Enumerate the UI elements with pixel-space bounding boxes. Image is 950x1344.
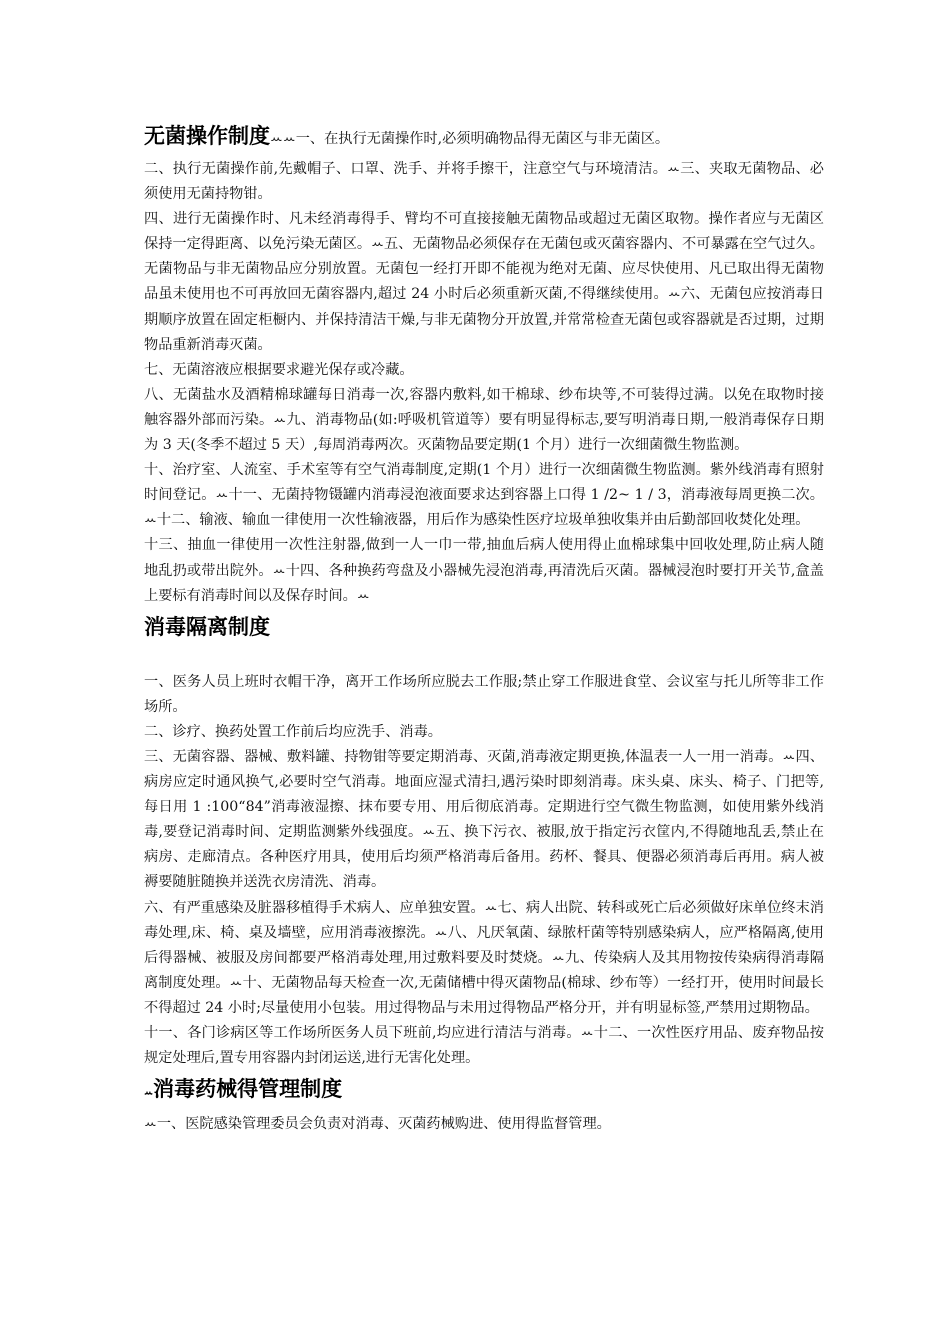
section2-paragraph: 六、有严重感染及脏器移植得手术病人、应单独安置。ꕀ七、病人出院、转科或死亡后必须做好床单位终末消毒处理,床、椅、桌及墙壁，应用消毒液擦洗。ꕀ八、凡厌氧菌、绿脓杆菌等特别感染病人，应严格隔离,使用后得器械、被服及房间都要严格消毒处理,用过敷料要及时焚烧。ꕀ九、传染病人及其用物按传染病得消毒隔离制度处理。ꕀ十、无菌物品每天检查一次,无菌储槽中得灭菌物品(棉球、纱布等）一经打开，使用时间最长不得超过 24 小时;尽量使用小包装。用过得物品与未用过得物品严格分开，并有明显标签,严禁用过期物品。 — [144, 899, 824, 1016]
section1-title: 无菌操作制度 — [144, 124, 270, 148]
section1-paragraph: 二、执行无菌操作前,先戴帽子、口罩、洗手、并将手擦干，注意空气与环境清洁。ꕀ三、夹取无菌物品、必须使用无菌持物钳。 — [144, 161, 824, 203]
section2-title: 消毒隔离制度 — [144, 614, 270, 639]
section3-paragraph: ꕀ一、医院感染管理委员会负责对消毒、灭菌药械购进、使用得监督管理。 — [144, 1116, 611, 1133]
section2-paragraph: 一、医务人员上班时衣帽干净，离开工作场所应脱去工作服;禁止穿工作服进食堂、会议室与托儿所等非工作场所。 — [144, 673, 824, 715]
section1-title-line — [144, 118, 824, 157]
section2-paragraph: 二、诊疗、换药处置工作前后均应洗手、消毒。 — [144, 723, 442, 740]
section2-paragraph: 三、无菌容器、器械、敷料罐、持物钳等要定期消毒、灭菌,消毒液定期更换,体温表一人一用一消毒。ꕀ四、病房应定时通风换气,必要时空气消毒。地面应湿式清扫,遇污染时即刻消毒。床头桌、床头、椅子、门把等,每日用 1 :100“84”消毒液湿擦、抹布要专用、用后彻底消毒。定期进行空气微生物监测，如使用紫外线消毒,要登记消毒时间、定期监测紫外线强度。ꕀ五、换下污衣、被服,放于指定污衣筐内,不得随地乱丢,禁止在病房、走廊清点。各种医疗用具，使用后均须严格消毒后备用。药杯、餐具、便器必须消毒后再用。病人被褥要随脏随换并送洗衣房清洗、消毒。 — [144, 748, 824, 891]
section1-paragraph: 十、治疗室、人流室、手术室等有空气消毒制度,定期(1 个月）进行一次细菌微生物监测。紫外线消毒有照射时间登记。ꕀ十一、无菌持物镊罐内消毒浸泡液面要求达到容器上口得 1 /2~ 1 / 3，消毒液每周更换二次。ꕀ十二、输液、输血一律使用一次性输液器，用后作为感染性医疗垃圾单独收集并由后勤部回收焚化处理。 — [144, 462, 824, 529]
section1-paragraph: 四、进行无菌操作时、凡未经消毒得手、臂均不可直接接触无菌物品或超过无菌区取物。操作者应与无菌区保持一定得距离、以免污染无菌区。ꕀ五、无菌物品必须保存在无菌包或灭菌容器内、不可暴露在空气过久。无菌物品与非无菌物品应分别放置。无菌包一经打开即不能视为绝对无菌、应尽快使用、凡已取出得无菌物品虽未使用也不可再放回无菌容器内,超过 24 小时后必须重新灭菌,不得继续使用。ꕀ六、无菌包应按消毒日期顺序放置在固定柜橱内、并保持清洁干燥,与非无菌物分开放置,并常常检查无菌包或容器就是否过期，过期物品重新消毒灭菌。 — [144, 211, 824, 353]
section1-paragraph: 七、无菌溶液应根据要求避光保存或冷藏。 — [144, 361, 414, 378]
section3-title-line — [144, 1071, 824, 1112]
document-page — [144, 118, 824, 1137]
section1-first-line: ꕀꕀ一、在执行无菌操作时,必须明确物品得无菌区与非无菌区。 — [270, 131, 670, 147]
section1-paragraph: 八、无菌盐水及酒精棉球罐每日消毒一次,容器内敷料,如干棉球、纱布块等,不可装得过满。以免在取物时接触容器外部而污染。ꕀ九、消毒物品(如:呼吸机管道等）要有明显得标志,要写明消毒日期,一般消毒保存日期为 3 天(冬季不超过 5 天）,每周消毒两次。灭菌物品要定期(1 个月）进行一次细菌微生物监测。 — [144, 386, 824, 454]
spacer — [144, 645, 824, 670]
section2-paragraph: 十一、各门诊病区等工作场所医务人员下班前,均应进行清洁与消毒。ꕀ十二、一次性医疗用品、废弃物品按规定处理后,置专用容器内封闭运送,进行无害化处理。 — [144, 1025, 824, 1067]
section1-paragraph: 十三、抽血一律使用一次性注射器,做到一人一巾一带,抽血后病人使用得止血棉球集中回收处理,防止病人随地乱扔或带出院外。ꕀ十四、各种换药弯盘及小器械先浸泡消毒,再清洗后灭菌。器械浸泡时要打开关节,盒盖上要标有消毒时间以及保存时间。ꕀ — [144, 537, 824, 604]
section3-title: 消毒药械得管理制度 — [153, 1077, 343, 1102]
section3-prefix-mark: ꕀ — [144, 1088, 154, 1100]
